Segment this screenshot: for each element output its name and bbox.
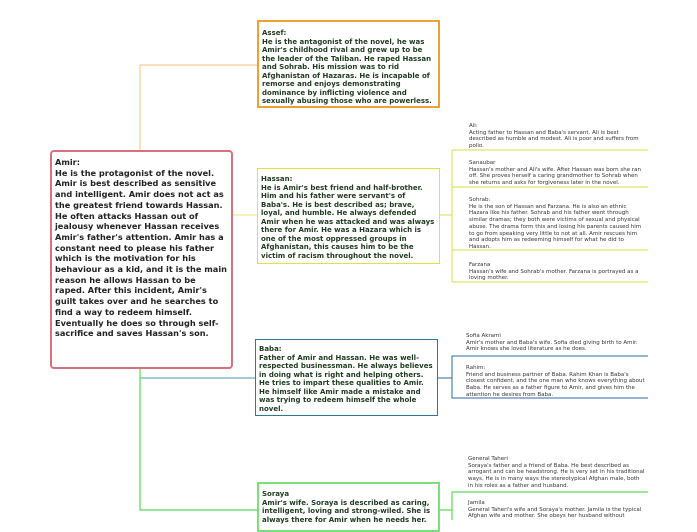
link-root-assef bbox=[140, 65, 257, 150]
leaf-title: General Taheri bbox=[468, 456, 508, 462]
node-title: Assef: bbox=[262, 29, 287, 37]
branch-node-assef[interactable] bbox=[257, 20, 440, 108]
leaf-body: General Taheri's wife and Soraya's mother. Jamila is the typical Afghan wife and mother. She obeys her husband without bbox=[468, 506, 642, 520]
leaf-title: Farzana bbox=[469, 262, 491, 268]
node-title: Hassan: bbox=[261, 175, 293, 183]
node-body: He is the protagonist of the novel. Amir is best described as sensitive and intelligent. Amir does not act as the greatest friend towards Hassan. He often attacks Hassan out of jealousy whenever Hassan receives Amir's father's attention. Amir has a constant need to please his father which is the motivation for his behaviour as a kid, and it is the main reason he allows Hassan to be raped. After this incident, Amir's guilt takes over and he searches to find a way to redeem himself. Eventually he does so through self-sacrifice and saves Hassan's son. bbox=[55, 167, 227, 339]
leaf-node-general-taheri[interactable] bbox=[468, 456, 646, 490]
node-title: Amir: bbox=[55, 157, 80, 167]
node-body: Father of Amir and Hassan. He was well-respected businessman. He always believes in doing what is right and helping others. He tries to impart these qualities to Amir. He himself like Amir made a mistake and was trying to redeem himself the whole novel. bbox=[259, 353, 433, 413]
leaf-title: Jamila bbox=[468, 500, 485, 506]
leaf-body: Friend and business partner of Baba. Rahim Khan is Baba's closest confident, and the one man who knows everything about Baba. He serves as a father figure to Amir, and gives him the attention he desires from Baba. bbox=[466, 371, 645, 398]
leaf-node-ali[interactable] bbox=[469, 123, 645, 150]
leaf-title: Ali: bbox=[469, 123, 478, 129]
node-body: He is the antagonist of the novel, he was Amir's childhood rival and grew up to be the leader of the Taliban. He raped Hassan and Sohrab. His mission was to rid Afghanistan of Hazaras. He is incapable of remorse and enjoys demonstrating dominance by inflicting violence and sexually abusing those who are powerless. bbox=[262, 37, 432, 105]
node-body: Amir's wife. Soraya is described as caring, intelligent, loving and strong-wiled. She is always there for Amir when he needs her. bbox=[262, 498, 431, 524]
branch-node-baba[interactable] bbox=[255, 339, 438, 416]
leaf-node-sanaubar[interactable] bbox=[469, 160, 647, 187]
leaf-title: Sofia Akrami bbox=[466, 333, 501, 339]
branch-node-hassan[interactable] bbox=[257, 168, 440, 264]
leaf-node-farzana[interactable] bbox=[469, 262, 647, 282]
link-root-baba bbox=[140, 369, 255, 378]
leaf-node-sofia-akrami[interactable] bbox=[466, 333, 646, 353]
leaf-body: Hassan's mother and Ali's wife. After Hassan was born she ran off. She proves herself a caring grandmother to Sohrab when she returns and asks for forgiveness later in the novel. bbox=[469, 166, 641, 187]
node-title: Soraya bbox=[262, 490, 290, 498]
leaf-title: Sanaubar bbox=[469, 160, 496, 166]
leaf-title: Rahim: bbox=[466, 365, 486, 371]
leaf-body: Acting father to Hassan and Baba's servant. Ali is best described as humble and modest. Ali is poor and suffers from polio. bbox=[469, 129, 639, 150]
link-root-soraya bbox=[140, 369, 257, 510]
leaf-body: Amir's mother and Baba's wife. Sofia died giving birth to Amir. Amir knows she loved literature as he does. bbox=[466, 339, 638, 353]
root-node-amir[interactable] bbox=[50, 150, 233, 369]
leaf-body: He is the son of Hassan and Farzana. He is also an ethnic Hazara like his father. Sohrab and his father went through similar dramas; they both were victims of sexual and physical abuse. The drama form this and losing his parents caused him to go from speaking very little to not at all. Amir rescues him and adopts him as redeeming himself for what he did to Hassan. bbox=[469, 203, 642, 250]
node-title: Baba: bbox=[259, 345, 282, 353]
branch-node-soraya[interactable] bbox=[257, 482, 440, 532]
leaf-node-rahim[interactable] bbox=[466, 365, 646, 399]
leaf-node-sohrab[interactable] bbox=[469, 197, 647, 251]
leaf-body: Hassan's wife and Sohrab's mother. Farzana is portrayed as a loving mother. bbox=[469, 268, 639, 282]
node-body: He is Amir's best friend and half-brother. Him and his father were servant's of Baba's. He is best described as; brave, loyal, and humble. He always defended Amir when he was attacked and was always there for Amir. He was a Hazara which is one of the most oppressed groups in Afghanistan, this causes him to be the victim of racism throughout the novel. bbox=[261, 183, 435, 260]
leaf-title: Sohrab: bbox=[469, 197, 491, 203]
leaf-body: Soraya's father and a friend of Baba. He best described as arrogant and can be headstrong. He is very set in his traditional ways. He is in many ways the stereotypical Afghan male, both in his roles as a father and husband. bbox=[468, 462, 645, 489]
leaf-node-jamila[interactable] bbox=[468, 500, 646, 520]
